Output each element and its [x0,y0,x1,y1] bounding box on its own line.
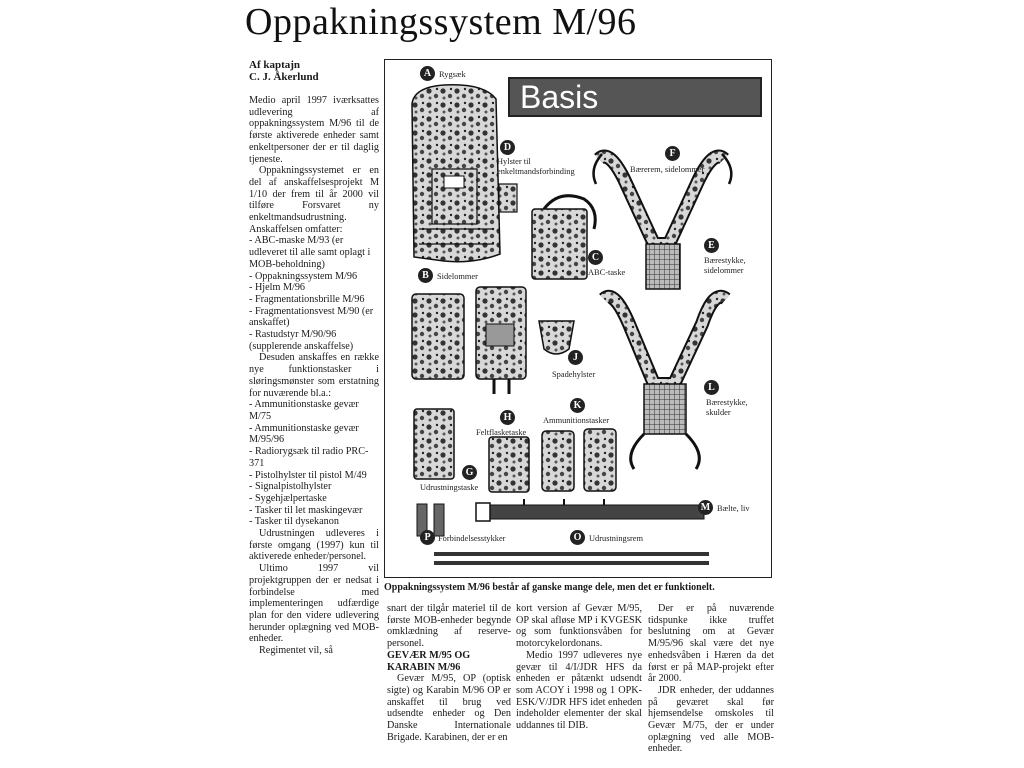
equipment-bag-drawing [414,409,454,479]
article-title: Oppakningssystem M/96 [245,1,637,43]
spade-holster-drawing [539,321,574,354]
label-equipment-strap: Udrustningsrem [589,534,643,543]
list-item: - Tasker til let maskingevær [249,504,363,516]
list-item: - Rastudstyr M/90/96 (supplerende anskaffelse) [249,329,354,352]
byline-author: C. J. Åkerlund [249,71,319,83]
letter-d-marker: D [500,140,515,155]
letter-k-marker: K [570,398,585,413]
article-column-2 [387,603,511,743]
column2-text2: Gevær M/95, OP (optisk sigte) og Karabin M/96 OP er anskaffet til brug ved udsendte enheder og Den Danske Internationale Brigade. Karabinen, der er en [387,673,511,743]
rucksack-drawing [412,85,500,262]
equipment-illustration [384,59,772,578]
letter-o-marker: O [570,530,585,545]
paragraph-2: Oppakningssystemet er en del af anskaffelsesprojekt M 1/10 der frem til år 2000 vil tilføre Forsvaret ny enkeltmandsudrustning. Anskaffelsen omfatter: [249,165,379,235]
label-equipment-bag: Udrustningstaske [420,483,479,492]
list-item: - Fragmentationsvest M/90 (er anskaffet) [249,305,374,329]
paragraph-6: Regimentet vil, så [259,645,333,657]
list-item: - Oppakningssystem M/96 [249,270,358,282]
basis-banner: Basis [508,77,762,117]
side-pockets-drawing [412,287,526,394]
bag-list [249,399,379,528]
letter-g-marker: G [462,465,477,480]
canteen-bag-drawing [489,437,529,492]
rifle-subheading: GEVÆR M/95 OG KARABIN M/96 [387,649,471,673]
waist-belt-drawing [476,499,704,521]
letter-m-marker: M [698,500,713,515]
list-item: - Radiorygsæk til radio PRC-371 [249,446,369,469]
label-harness-side: Bærestykke, sidelommer [704,256,746,275]
label-dressing-holster: Hylster til enkeltmandsforbinding [497,157,575,176]
label-abc-bag: ABC-taske [588,268,626,277]
figure-caption: Oppakningssystem M/96 består af ganske mange dele, men det er funktionelt. [384,582,715,593]
paragraph-4: Udrustningen udleveres i første omgang (1997) kun til aktiverede enheder/personel. [249,528,379,563]
dressing-holster-drawing [499,184,517,212]
ammo-pouch-right-drawing [584,429,616,491]
column3-text1: kort version af Gevær M/95, OP skal afløse MP i KVGESK og som funktionsvåben for motorcykelordonans. [516,603,642,650]
list-item: - Hjelm M/96 [249,282,306,294]
label-canteen-bag: Feltflasketaske [476,428,527,437]
equipment-list [249,235,379,352]
letter-a-marker: A [420,66,435,81]
letter-h-marker: H [500,410,515,425]
article-column-1 [249,95,379,657]
letter-c-marker: C [588,250,603,265]
equipment-strap-drawing [434,552,709,565]
column4-text1: Der er på nuværende tidspunke ikke truffet beslutning om at Gevær M/95/96 skal være det nye enhedsvåben i Hæren da det først er på MAP-projekt efter år 2000. [648,603,774,685]
label-rucksack: Rygsæk [439,70,466,79]
label-side-pockets: Sidelommer [437,272,478,281]
label-waist-belt: Bælte, liv [717,504,750,513]
article-column-4 [648,603,774,755]
list-item: - Pistolhylster til pistol M/49 [249,469,367,481]
list-item: - Signalpistolhylster [249,481,332,493]
label-spade-holster: Spadehylster [552,370,596,379]
article-column-3 [516,603,642,732]
column3-text2: Medio 1997 udleveres nye gevær til 4/I/JDR HFS da enheden er påtænkt udsendt som ACOY i 1998 og 1 OPK-ESK/V/JDR HFS idet enheden indeholder elementer der skal uddannes til DIB. [516,649,642,732]
letter-p-marker: P [420,530,435,545]
letter-j-marker: J [568,350,583,365]
list-item: - Sygehjælpertaske [249,492,327,504]
list-item: - ABC-maske M/93 (er udleveret til alle samt oplagt i MOB-beholdning) [249,235,371,270]
abc-bag-drawing [532,196,595,279]
byline-rank: Af kaptajn [249,59,301,71]
paragraph-3: Desuden anskaffes en række nye funktionstasker i sløringsmønster som erstatning for nuværende bl.a.: [249,352,379,399]
list-item: - Tasker til dysekanon [249,516,339,528]
ammo-pouch-left-drawing [542,431,574,491]
column2-text1: snart der tilgår materiel til de første MOB-enheder begynde omklædning af reserve-personel. [387,603,511,650]
label-shoulder-harness: Bærestykke, skulder [706,398,748,417]
intro-paragraph: Medio april 1997 iværksattes udlevering af oppakningssystem M/96 til de første aktiverede enheder samt enkeltpersoner der er til daglig tjeneste. [249,95,379,165]
letter-f-marker: F [665,146,680,161]
letter-b-marker: B [418,268,433,283]
list-item: - Ammunitionstaske gevær M/95/96 [249,422,359,446]
label-connectors: Forbindelsesstykker [438,534,506,543]
letter-l-marker: L [704,380,719,395]
byline [249,59,319,83]
list-item: - Ammunitionstaske gevær M/75 [249,399,359,422]
label-ammo-pouches: Ammunitionstasker [543,416,610,425]
column4-text2: JDR enheder, der uddannes på geværet skal før hjemsendelse omskoles til Gevær M/75, der er under oplægning ved alle MOB-enheder. [648,684,774,755]
list-item: - Fragmentationsbrille M/96 [249,293,365,305]
paragraph-5: Ultimo 1997 vil projektgruppen der er nedsat i forbindelse med implementeringen udfærdige plan for den videre udlevering herunder oplægning ved MOB-enheder. [249,563,379,645]
label-harness-belt: Bærerem, sidelommer [630,165,705,174]
letter-e-marker: E [704,238,719,253]
